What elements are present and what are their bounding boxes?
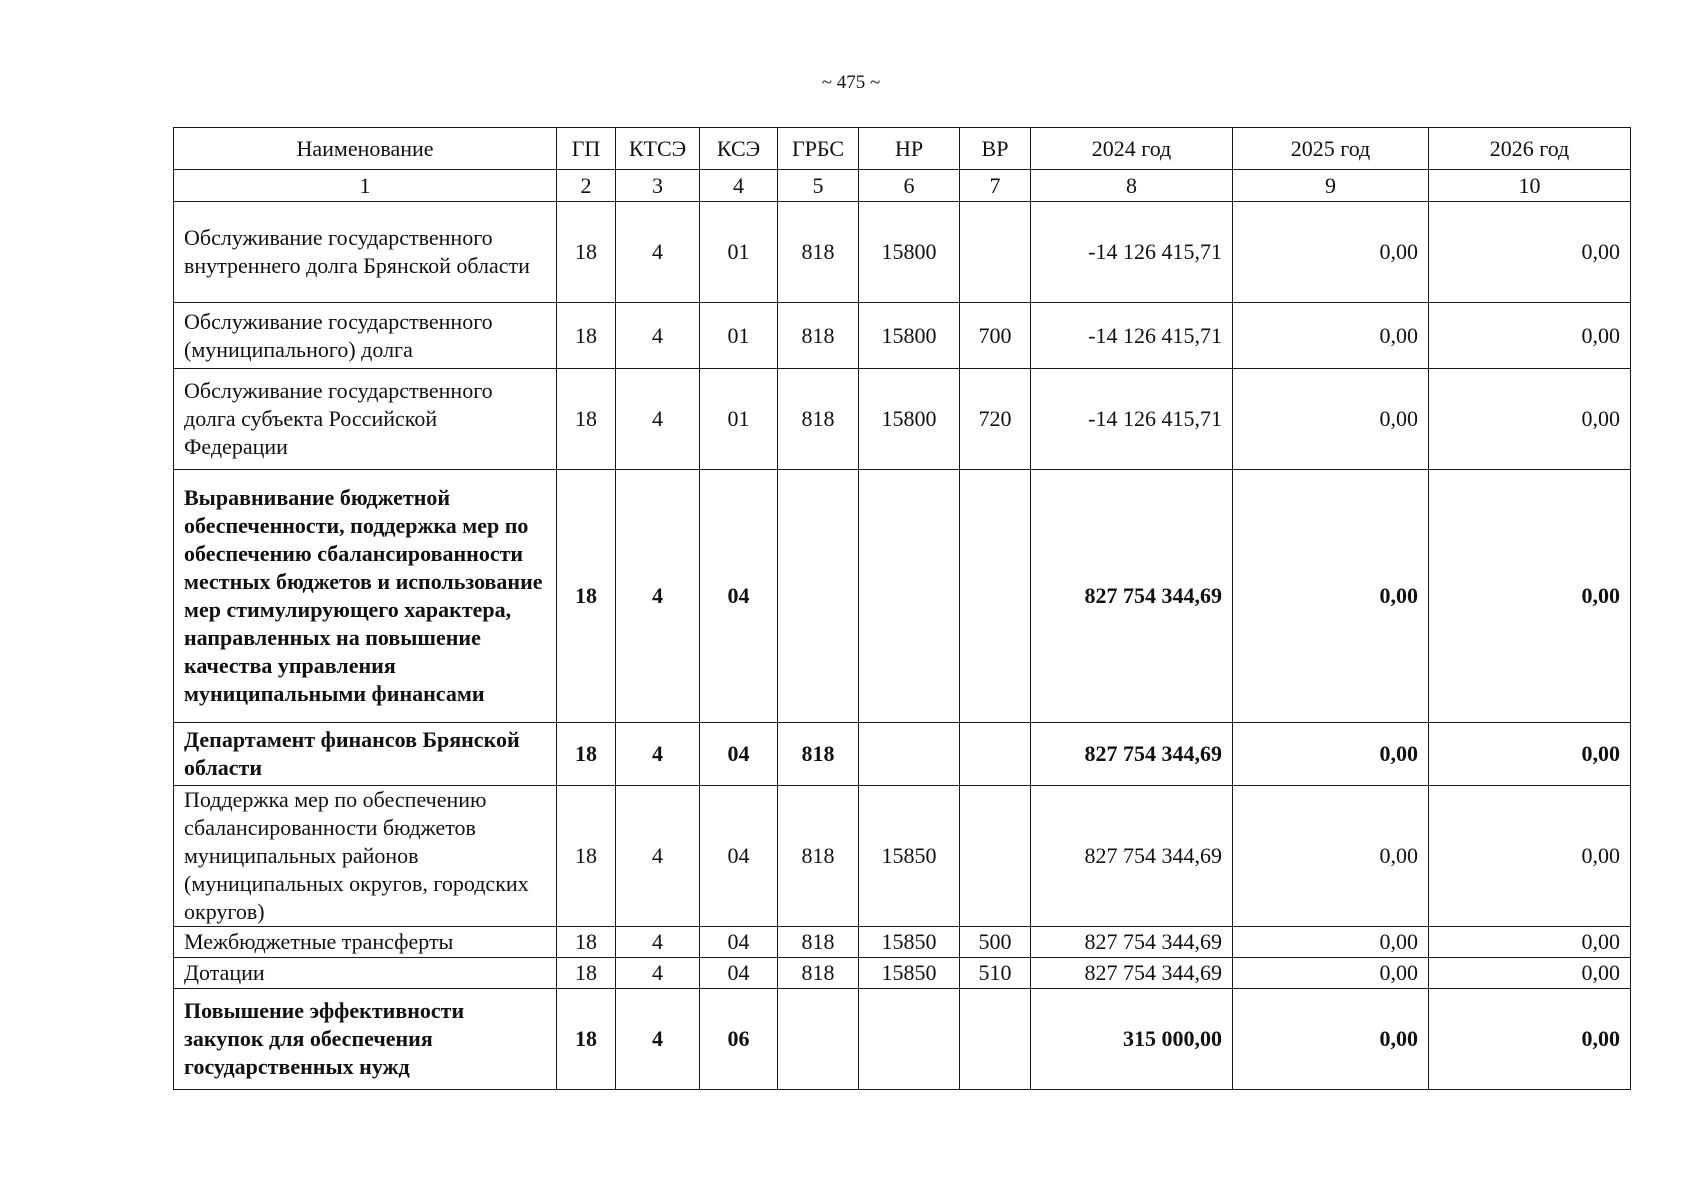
table-row (174, 958, 1631, 989)
row-ktse: 4 (616, 786, 700, 927)
row-vr (960, 786, 1031, 927)
header-grbs: ГРБС (778, 128, 859, 170)
row-gp: 18 (557, 303, 616, 369)
row-2025: 0,00 (1233, 303, 1429, 369)
header-name: Наименование (174, 128, 557, 170)
row-name: Выравнивание бюджетной обеспеченности, поддержка мер по обеспечению сбалансированности местных бюджетов и использование мер стимулирующего характера, направленных на повышение качества управления муниципальными финансами (174, 470, 557, 723)
column-number: 5 (778, 170, 859, 202)
row-gp: 18 (557, 927, 616, 958)
row-name: Повышение эффективности закупок для обеспечения государственных нужд (174, 989, 557, 1090)
row-name: Обслуживание государственного (муниципального) долга (174, 303, 557, 369)
row-nr (859, 989, 960, 1090)
row-2024: 827 754 344,69 (1031, 786, 1233, 927)
row-grbs: 818 (778, 723, 859, 786)
row-grbs: 818 (778, 369, 859, 470)
row-2024: 827 754 344,69 (1031, 958, 1233, 989)
row-nr (859, 723, 960, 786)
row-grbs (778, 470, 859, 723)
row-2026: 0,00 (1429, 786, 1631, 927)
row-kse: 06 (700, 989, 778, 1090)
row-grbs (778, 989, 859, 1090)
row-nr: 15800 (859, 303, 960, 369)
row-ktse: 4 (616, 202, 700, 303)
row-gp: 18 (557, 470, 616, 723)
row-nr: 15850 (859, 927, 960, 958)
table-row (174, 470, 1631, 723)
row-gp: 18 (557, 958, 616, 989)
row-name: Дотации (174, 958, 557, 989)
row-kse: 04 (700, 470, 778, 723)
row-name: Обслуживание государственного внутреннего долга Брянской области (174, 202, 557, 303)
row-2024: 827 754 344,69 (1031, 927, 1233, 958)
row-2026: 0,00 (1429, 202, 1631, 303)
row-name: Поддержка мер по обеспечению сбалансированности бюджетов муниципальных районов (муниципальных округов, городских округов) (174, 786, 557, 927)
row-gp: 18 (557, 202, 616, 303)
row-kse: 04 (700, 927, 778, 958)
row-grbs: 818 (778, 786, 859, 927)
row-name: Обслуживание государственного долга субъекта Российской Федерации (174, 369, 557, 470)
row-vr (960, 470, 1031, 723)
row-nr: 15800 (859, 202, 960, 303)
table-row (174, 303, 1631, 369)
header-ktse: КТСЭ (616, 128, 700, 170)
row-grbs: 818 (778, 303, 859, 369)
column-number: 6 (859, 170, 960, 202)
header-gp: ГП (557, 128, 616, 170)
table-row (174, 723, 1631, 786)
header-2025: 2025 год (1233, 128, 1429, 170)
row-2026: 0,00 (1429, 958, 1631, 989)
row-vr (960, 989, 1031, 1090)
row-2026: 0,00 (1429, 989, 1631, 1090)
column-number: 1 (174, 170, 557, 202)
table-row (174, 202, 1631, 303)
column-number: 4 (700, 170, 778, 202)
row-2026: 0,00 (1429, 927, 1631, 958)
row-ktse: 4 (616, 303, 700, 369)
row-ktse: 4 (616, 958, 700, 989)
row-vr (960, 202, 1031, 303)
table-row (174, 369, 1631, 470)
row-vr: 500 (960, 927, 1031, 958)
row-2026: 0,00 (1429, 470, 1631, 723)
row-kse: 04 (700, 958, 778, 989)
row-kse: 04 (700, 786, 778, 927)
table-row (174, 786, 1631, 927)
row-ktse: 4 (616, 927, 700, 958)
header-kse: КСЭ (700, 128, 778, 170)
header-2024: 2024 год (1031, 128, 1233, 170)
row-nr: 15850 (859, 786, 960, 927)
row-2024: 827 754 344,69 (1031, 723, 1233, 786)
row-vr: 510 (960, 958, 1031, 989)
row-ktse: 4 (616, 369, 700, 470)
row-nr (859, 470, 960, 723)
column-number: 10 (1429, 170, 1631, 202)
table-row (174, 989, 1631, 1090)
row-2025: 0,00 (1233, 927, 1429, 958)
row-2025: 0,00 (1233, 369, 1429, 470)
page-number: ~ 475 ~ (821, 72, 881, 93)
header-2026: 2026 год (1429, 128, 1631, 170)
row-name: Межбюджетные трансферты (174, 927, 557, 958)
row-gp: 18 (557, 723, 616, 786)
row-vr (960, 723, 1031, 786)
row-nr: 15850 (859, 958, 960, 989)
table-row (174, 927, 1631, 958)
row-2025: 0,00 (1233, 470, 1429, 723)
row-2024: -14 126 415,71 (1031, 369, 1233, 470)
row-grbs: 818 (778, 927, 859, 958)
row-gp: 18 (557, 369, 616, 470)
row-nr: 15800 (859, 369, 960, 470)
header-vr: ВР (960, 128, 1031, 170)
row-2024: -14 126 415,71 (1031, 202, 1233, 303)
row-2024: 315 000,00 (1031, 989, 1233, 1090)
header-nr: НР (859, 128, 960, 170)
row-2025: 0,00 (1233, 786, 1429, 927)
row-grbs: 818 (778, 958, 859, 989)
row-vr: 700 (960, 303, 1031, 369)
row-2025: 0,00 (1233, 723, 1429, 786)
row-grbs: 818 (778, 202, 859, 303)
column-number: 3 (616, 170, 700, 202)
row-ktse: 4 (616, 989, 700, 1090)
row-gp: 18 (557, 989, 616, 1090)
row-kse: 04 (700, 723, 778, 786)
row-2025: 0,00 (1233, 202, 1429, 303)
row-vr: 720 (960, 369, 1031, 470)
row-ktse: 4 (616, 470, 700, 723)
row-2026: 0,00 (1429, 723, 1631, 786)
row-ktse: 4 (616, 723, 700, 786)
column-number: 2 (557, 170, 616, 202)
budget-table (173, 127, 1631, 1090)
row-gp: 18 (557, 786, 616, 927)
row-2025: 0,00 (1233, 989, 1429, 1090)
row-kse: 01 (700, 303, 778, 369)
row-kse: 01 (700, 369, 778, 470)
row-kse: 01 (700, 202, 778, 303)
row-2024: -14 126 415,71 (1031, 303, 1233, 369)
row-2025: 0,00 (1233, 958, 1429, 989)
header-row (174, 128, 1631, 170)
column-number-row (174, 170, 1631, 202)
row-2026: 0,00 (1429, 303, 1631, 369)
column-number: 8 (1031, 170, 1233, 202)
column-number: 9 (1233, 170, 1429, 202)
column-number: 7 (960, 170, 1031, 202)
row-2026: 0,00 (1429, 369, 1631, 470)
row-name: Департамент финансов Брянской области (174, 723, 557, 786)
row-2024: 827 754 344,69 (1031, 470, 1233, 723)
